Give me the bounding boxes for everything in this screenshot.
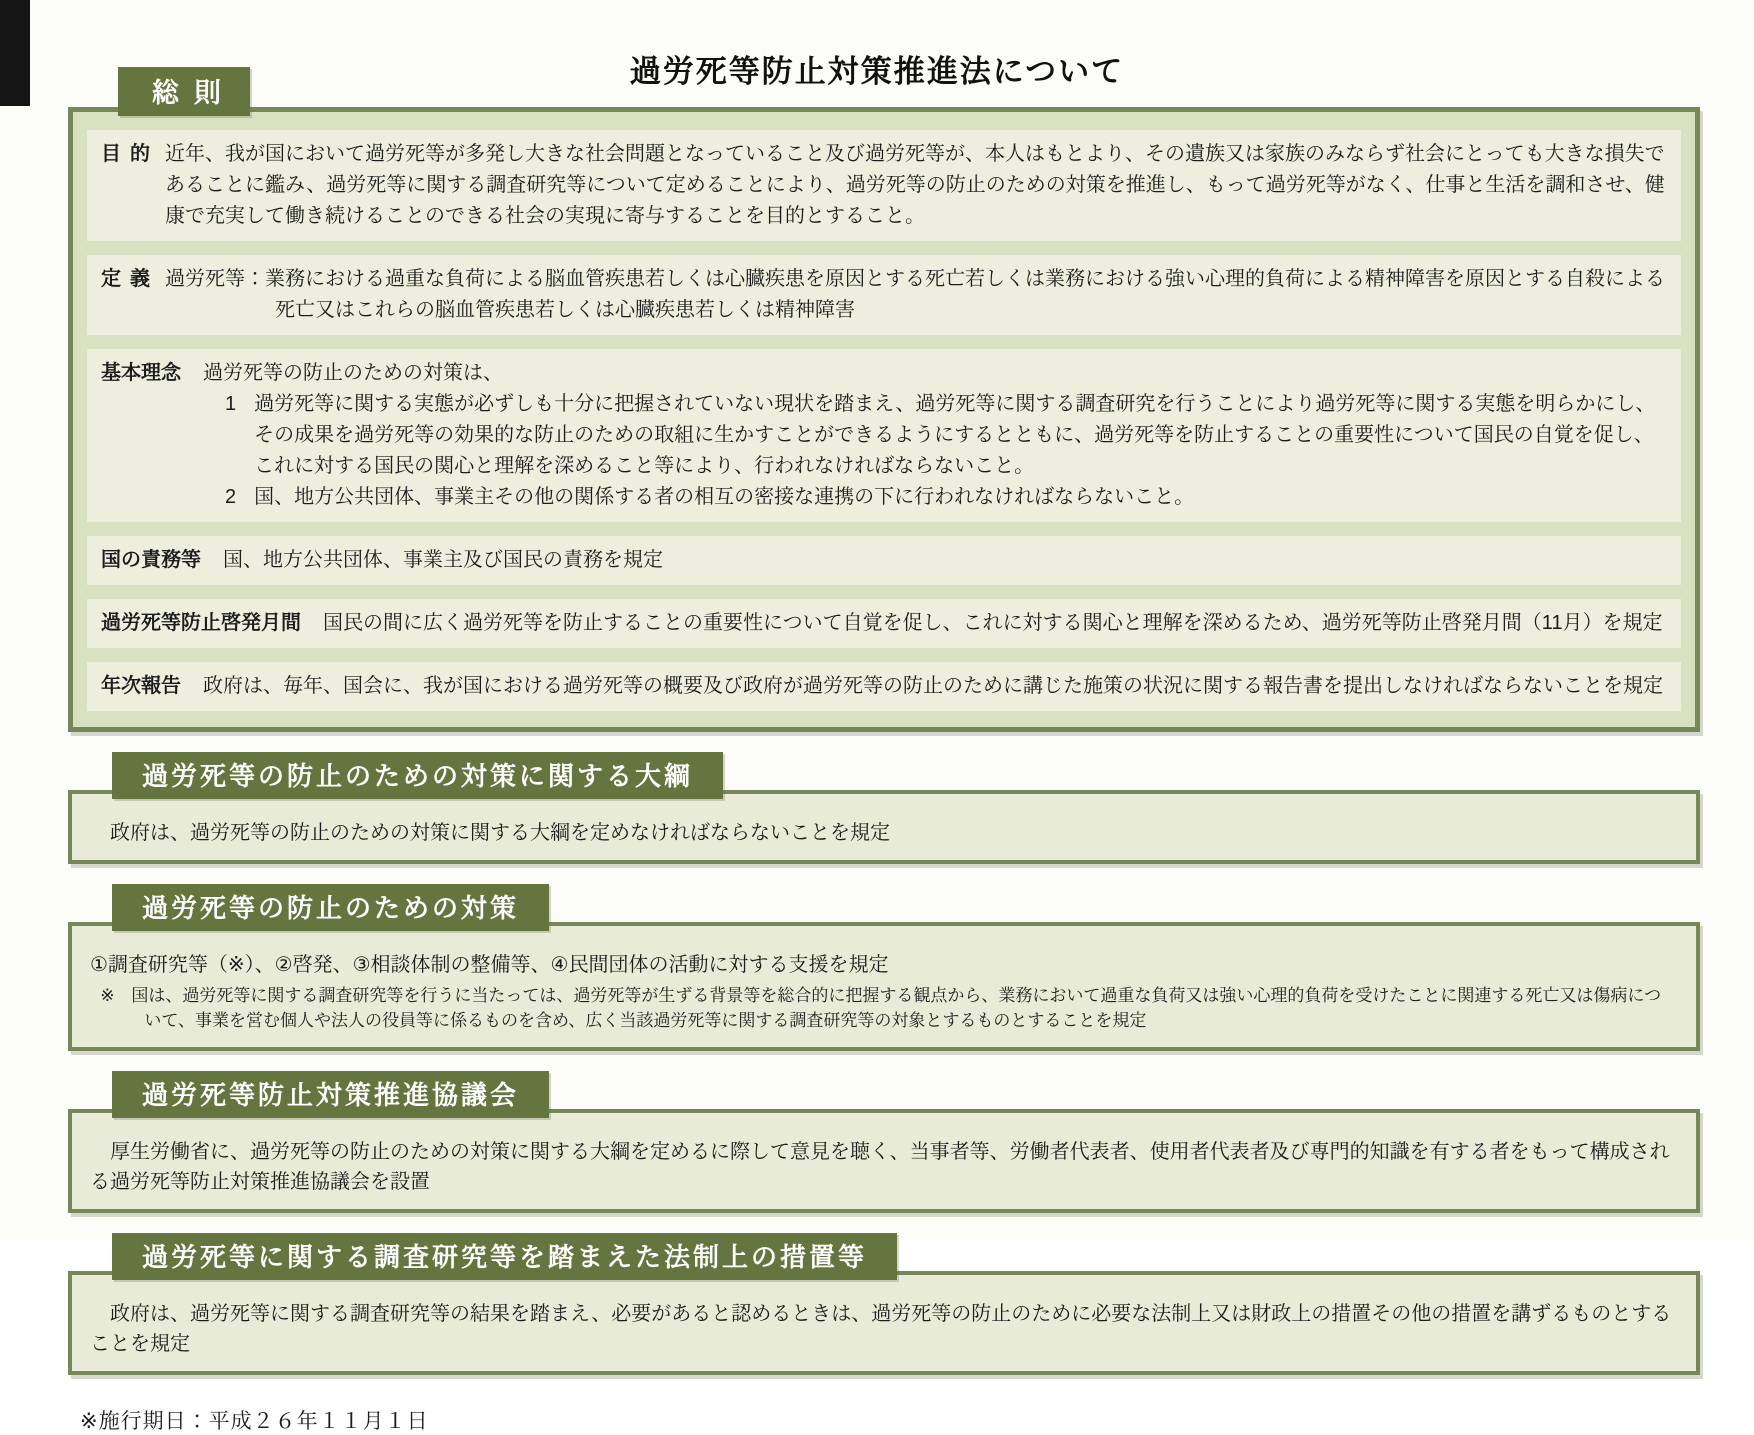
row-annual-report-label: 年次報告 (101, 675, 181, 697)
row-basic-principles-label: 基本理念 (101, 362, 181, 384)
effective-date-note: ※施行期日：平成２６年１１月１日 (80, 1410, 429, 1434)
row-state-responsibility-text: 国、地方公共団体、事業主及び国民の責務を規定 (223, 549, 663, 571)
council-section-text: 厚生労働省に、過労死等の防止のための対策に関する大綱を定めるに際して意見を聴く、当事者等、労働者代表者、使用者代表者及び専門的知識を有する者をもって構成される過労死等防止対策推進協議会を設置 (90, 1141, 1670, 1194)
row-definition-text: 過労死等：業務における過重な負荷による脳血管疾患若しくは心臓疾患を原因とする死亡若しくは業務における強い心理的負荷による精神障害を原因とする自殺による死亡又はこれらの脳血管疾患若しくは心臓疾患若しくは精神障害 (165, 268, 1665, 321)
row-definition (87, 255, 1681, 335)
row-awareness-month (87, 599, 1681, 648)
page-title: 過労死等防止対策推進法について (629, 54, 1125, 89)
row-awareness-month-text: 国民の間に広く過労死等を防止することの重要性について自覚を促し、これに対する関心と理解を深めるため、過労死等防止啓発月間（11月）を規定 (323, 612, 1663, 634)
row-basic-principles-body (203, 358, 1667, 513)
outline-section (68, 752, 1700, 864)
principle-item-2-number: 2 (225, 486, 237, 508)
measures-section-box (68, 922, 1700, 1051)
legislative-measures-box (68, 1271, 1700, 1375)
row-definition-label: 定義 (101, 268, 159, 290)
measures-section-heading: 過労死等の防止のための対策 (112, 884, 549, 931)
council-section-box (68, 1109, 1700, 1213)
general-provisions-heading: 総則 (118, 67, 250, 116)
row-state-responsibility (87, 536, 1681, 585)
council-section (68, 1071, 1700, 1213)
row-annual-report-text: 政府は、毎年、国会に、我が国における過労死等の概要及び政府が過労死等の防止のために講じた施策の状況に関する報告書を提出しなければならないことを規定 (203, 675, 1663, 697)
principle-item-1-number: 1 (225, 393, 237, 415)
row-purpose (87, 130, 1681, 241)
legislative-measures-section (68, 1233, 1700, 1375)
general-provisions-box (68, 107, 1700, 732)
legislative-measures-text: 政府は、過労死等に関する調査研究等の結果を踏まえ、必要があると認めるときは、過労死等の防止のために必要な法制上又は財政上の措置その他の措置を講ずるものとすることを規定 (90, 1303, 1672, 1356)
legislative-measures-heading: 過労死等に関する調査研究等を踏まえた法制上の措置等 (112, 1233, 897, 1280)
scan-artifact-mark (0, 0, 30, 106)
row-state-responsibility-label: 国の責務等 (101, 549, 201, 571)
row-annual-report (87, 662, 1681, 711)
row-purpose-label: 目的 (101, 143, 159, 165)
row-purpose-text: 近年、我が国において過労死等が多発し大きな社会問題となっていること及び過労死等が、本人はもとより、その遺族又は家族のみならず社会にとっても大きな損失であることに鑑み、過労死等に関する調査研究等について定めることにより、過労死等の防止のための対策を推進し、もって過労死等がなく、仕事と生活を調和させ、健康で充実して働き続けることのできる社会の実現に寄与することを目的とすること。 (165, 143, 1665, 227)
row-basic-principles-lead: 過労死等の防止のための対策は、 (203, 362, 503, 384)
principle-item-1-text: 過労死等に関する実態が必ずしも十分に把握されていない現状を踏まえ、過労死等に関する調査研究を行うことにより過労死等に関する実態を明らかにし、その成果を過労死等の効果的な防止のための取組に生かすことができるようにするとともに、過労死等を防止することの重要性について国民の自覚を促し、これに対する国民の関心と理解を深めること等により、行われなければならないこと。 (254, 393, 1656, 477)
general-provisions-section (68, 67, 1700, 732)
row-basic-principles (87, 349, 1681, 522)
council-section-heading: 過労死等防止対策推進協議会 (112, 1071, 549, 1118)
outline-section-heading: 過労死等の防止のための対策に関する大綱 (112, 752, 723, 799)
principle-item-1 (203, 389, 1667, 482)
principle-item-2 (203, 482, 1667, 513)
outline-section-box (68, 790, 1700, 864)
principle-item-2-text: 国、地方公共団体、事業主その他の関係する者の相互の密接な連携の下に行われなければならないこと。 (254, 486, 1195, 508)
measures-section (68, 884, 1700, 1051)
row-awareness-month-label: 過労死等防止啓発月間 (101, 612, 301, 634)
outline-section-text: 政府は、過労死等の防止のための対策に関する大綱を定めなければならないことを規定 (110, 822, 890, 844)
measures-section-text: ①調査研究等（※）、②啓発、③相談体制の整備等、④民間団体の活動に対する支援を規定 (90, 954, 889, 976)
measures-section-note: ※ 国は、過労死等に関する調査研究等を行うに当たっては、過労死等が生ずる背景等を総合的に把握する観点から、業務において過重な負荷又は強い心理的負荷を受けたことに関連する死亡又は傷病について、事業を営む個人や法人の役員等に係るものを含め、広く当該過労死等に関する調査研究等の対象とするものとすることを規定 (100, 986, 1662, 1030)
